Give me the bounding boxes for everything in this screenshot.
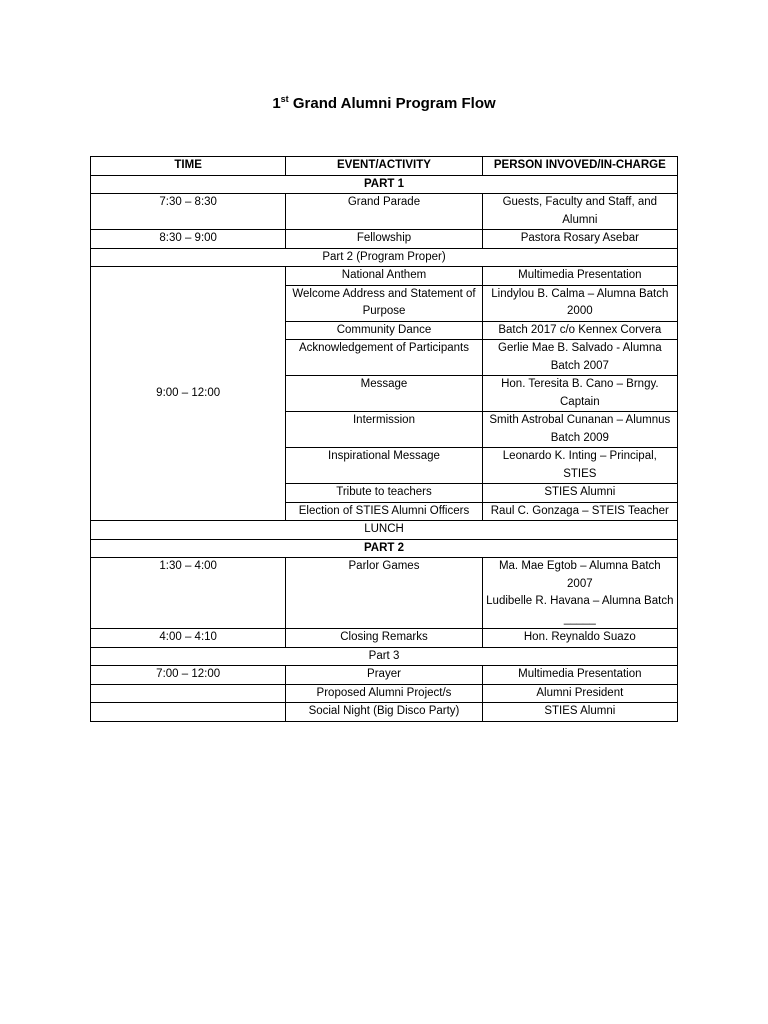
time-cell	[91, 684, 286, 703]
event-cell: Fellowship	[286, 230, 482, 249]
section-part2: PART 2	[91, 539, 678, 558]
header-row	[91, 157, 678, 176]
event-cell: Grand Parade	[286, 194, 482, 230]
section-row	[91, 539, 678, 558]
event-cell: Welcome Address and Statement of Purpose	[286, 285, 482, 321]
event-cell: Social Night (Big Disco Party)	[286, 703, 482, 722]
table-row	[91, 684, 678, 703]
time-cell: 7:00 – 12:00	[91, 666, 286, 685]
event-cell: Prayer	[286, 666, 482, 685]
event-cell: Community Dance	[286, 321, 482, 340]
title-text: Grand Alumni Program Flow	[288, 95, 496, 112]
person-cell: STIES Alumni	[482, 484, 677, 503]
time-cell	[91, 703, 286, 722]
person-entry: Ludibelle R. Havana – Alumna Batch _____	[486, 595, 674, 625]
section-part3: Part 3	[91, 647, 678, 666]
event-cell: Parlor Games	[286, 558, 482, 629]
time-cell: 7:30 – 8:30	[91, 194, 286, 230]
person-cell: Raul C. Gonzaga – STEIS Teacher	[482, 502, 677, 521]
person-cell: Leonardo K. Inting – Principal, STIES	[482, 448, 677, 484]
table-row	[91, 267, 678, 286]
person-cell: Hon. Teresita B. Cano – Brngy. Captain	[482, 376, 677, 412]
section-row	[91, 175, 678, 194]
table-row	[91, 703, 678, 722]
title-superscript: st	[280, 94, 289, 104]
section-row	[91, 248, 678, 267]
person-cell: Lindylou B. Calma – Alumna Batch 2000	[482, 285, 677, 321]
person-cell: Smith Astrobal Cunanan – Alumnus Batch 2009	[482, 412, 677, 448]
section-program-proper: Part 2 (Program Proper)	[91, 248, 678, 267]
person-cell: Pastora Rosary Asebar	[482, 230, 677, 249]
header-person: PERSON INVOVED/IN-CHARGE	[482, 157, 677, 176]
program-table	[90, 156, 678, 722]
section-lunch: LUNCH	[91, 521, 678, 540]
person-cell: Hon. Reynaldo Suazo	[482, 629, 677, 648]
time-cell: 4:00 – 4:10	[91, 629, 286, 648]
event-cell: Tribute to teachers	[286, 484, 482, 503]
header-time: TIME	[91, 157, 286, 176]
table-row	[91, 230, 678, 249]
header-event: EVENT/ACTIVITY	[286, 157, 482, 176]
event-cell: Acknowledgement of Participants	[286, 340, 482, 376]
person-entry: Ma. Mae Egtob – Alumna Batch 2007	[498, 560, 661, 590]
section-row	[91, 521, 678, 540]
table-row	[91, 629, 678, 648]
time-cell: 9:00 – 12:00	[91, 267, 286, 521]
table-row	[91, 666, 678, 685]
event-cell: Intermission	[286, 412, 482, 448]
table-row	[91, 558, 678, 629]
table-row	[91, 194, 678, 230]
person-cell: Multimedia Presentation	[482, 267, 677, 286]
page-title	[0, 94, 768, 112]
event-cell: National Anthem	[286, 267, 482, 286]
event-cell: Proposed Alumni Project/s	[286, 684, 482, 703]
person-cell: STIES Alumni	[482, 703, 677, 722]
event-cell: Message	[286, 376, 482, 412]
title-number: 1	[272, 95, 281, 112]
person-cell: Guests, Faculty and Staff, and Alumni	[482, 194, 677, 230]
time-cell: 8:30 – 9:00	[91, 230, 286, 249]
person-cell	[482, 558, 677, 629]
section-row	[91, 647, 678, 666]
person-cell: Gerlie Mae B. Salvado - Alumna Batch 2007	[482, 340, 677, 376]
section-part1: PART 1	[91, 175, 678, 194]
person-cell: Alumni President	[482, 684, 677, 703]
event-cell: Closing Remarks	[286, 629, 482, 648]
time-cell: 1:30 – 4:00	[91, 558, 286, 629]
event-cell: Election of STIES Alumni Officers	[286, 502, 482, 521]
event-cell: Inspirational Message	[286, 448, 482, 484]
person-cell: Batch 2017 c/o Kennex Corvera	[482, 321, 677, 340]
person-cell: Multimedia Presentation	[482, 666, 677, 685]
